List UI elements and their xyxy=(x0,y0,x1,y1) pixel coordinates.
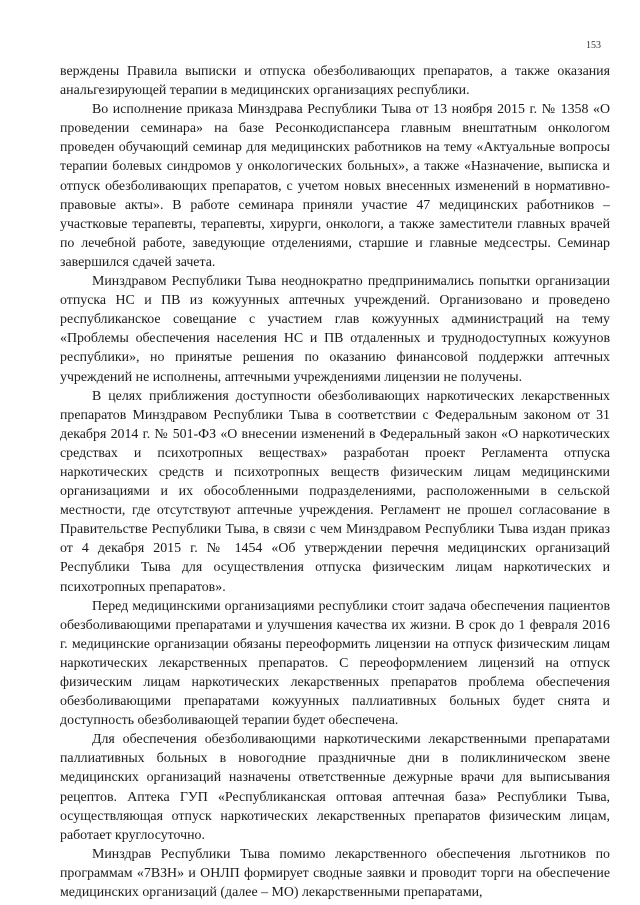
paragraph-regulation: В целях приближения доступности обезболивающих наркотических лекарственных препаратов Минздравом Республики Тыва в соответствии с Федеральным законом от 31 декабря 2014 г. № 501-ФЗ «О внесении изменений в Федеральный закон «О наркотических средствах и психотропных веществах» разработан проект Регламента отпуска наркотических средств и психотропных веществ физическим лицам медицинскими организациями и их обособленными подразделениями, расположенными в сельской местности, где отсутствуют аптечные учреждения. Регламент не прошел согласование в Правительстве Республики Тыва, в связи с чем Минздравом Республики Тыва издан приказ от 4 декабря 2015 г. № 1454 «Об утверждении перечня медицинских организаций Республики Тыва для осуществления отпуска физическим лицам наркотических и психотропных препаратов». xyxy=(60,388,610,595)
paragraph-continued: верждены Правила выписки и отпуска обезболивающих препаратов, а также оказания анальгезирующей терапии в медицинских организациях республики. xyxy=(60,64,610,99)
page-number: 153 xyxy=(586,40,601,51)
paragraph-pharmacies: Минздравом Республики Тыва неоднократно предпринимались попытки организации отпуска НС и ПВ из кожуунных аптечных учреждений. Организовано и проведено республиканское совещание с участием глав кожуунных администраций на тему «Проблемы обеспечения населения НС и ПВ отдаленных и труднодоступных кожуунов республики», но принятые решения по оказанию финансовой поддержки аптечных учреждений не исполнены, аптечными учреждениями лицензии не получены. xyxy=(60,274,610,385)
paragraph-seminar: Во исполнение приказа Минздрава Республики Тыва от 13 ноября 2015 г. № 1358 «О проведении семинара» на базе Ресонкодиспансера главным внештатным онкологом проведен обучающий семинар для медицинских работников на тему «Актуальные вопросы терапии болевых синдромов у онкологических больных», а также «Назначение, выписка и отпуск обезболивающих препаратов, с учетом новых внесенных изменений в нормативно-правовые акты». В работе семинара приняли участие 47 медицинских работников – участковые терапевты, терапевты, хирурги, онкологи, а также заместители главных врачей по лечебной работе, заведующие отделениями, старшие и главные медсестры. Семинар завершился сдачей зачета. xyxy=(60,102,610,270)
paragraph-licenses: Перед медицинскими организациями республики стоит задача обеспечения пациентов обезболивающими препаратами и улучшения качества их жизни. В срок до 1 февраля 2016 г. медицинские организации обязаны переоформить лицензии на отпуск физическим лицам наркотических лекарственных препаратов. С переоформлением лицензий на отпуск физическим лицам наркотических лекарственных препаратов проблема обеспечения обезболивающими препаратами кожуунных паллиативных больных будет снята и доступность обезболивающей терапии будет обеспечена. xyxy=(60,598,610,729)
paragraph-procurement: Минздрав Республики Тыва помимо лекарственного обеспечения льготников по программам «7ВЗН» и ОНЛП формирует сводные заявки и проводит торги на обеспечение медицинских организаций (далее – МО) лекарственными препаратами, xyxy=(60,846,610,901)
document-body xyxy=(60,62,610,902)
paragraph-holidays: Для обеспечения обезболивающими наркотическими лекарственными препаратами паллиативных больных в новогодние праздничные дни в поликлиническом звене медицинских организаций назначены ответственные дежурные врачи для выписывания рецептов. Аптека ГУП «Республиканская оптовая аптечная база» Республики Тыва, осуществляющая отпуск наркотических лекарственных препаратов физическим лицам, работает круглосуточно. xyxy=(60,732,610,843)
